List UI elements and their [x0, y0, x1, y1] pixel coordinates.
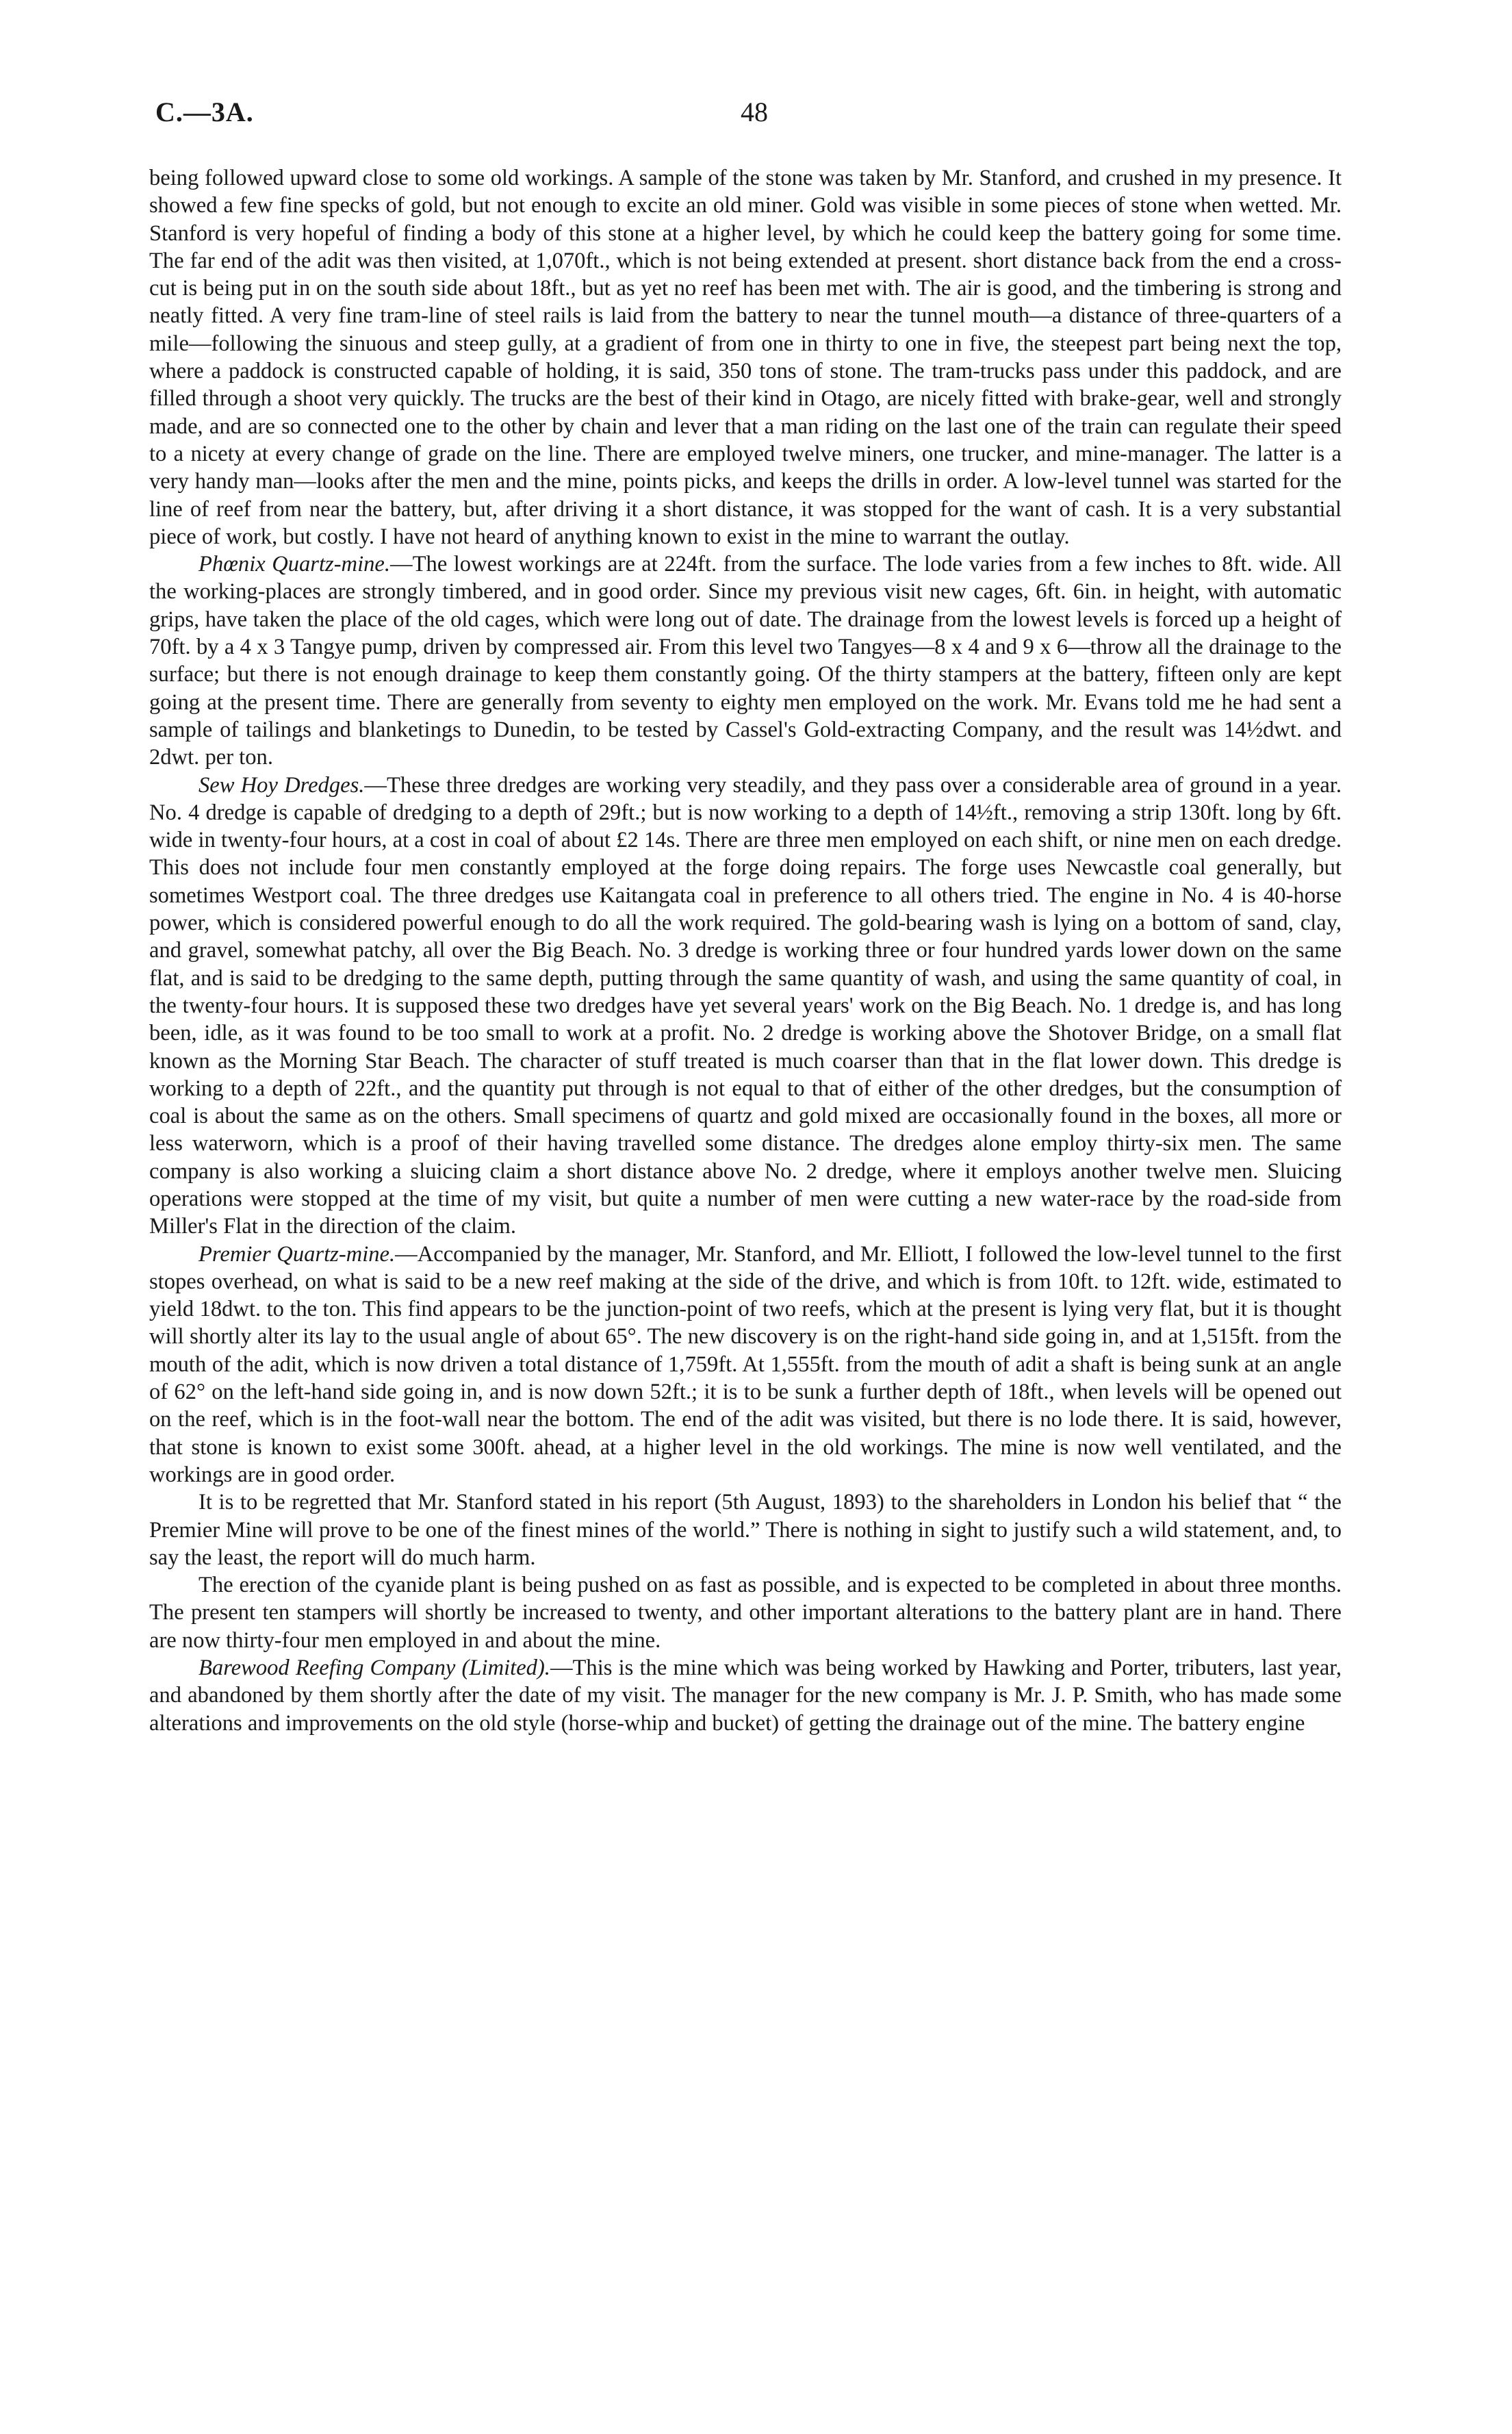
paragraph-text: being followed upward close to some old workings. A sample of the stone was taken by Mr. Stanford, and crushed in my presence. It showed a few fine specks of gold, but not enough to excite an old miner. Gold was visible in some pieces of stone when wetted. Mr. Stanford is very hopeful of finding a body of this stone at a higher level, by which he could keep the battery going for some time. The far end of the adit was then visited, at 1,070ft., which is not being extended at present. short distance back from the end a cross-cut is being put in on the south side about 18ft., but as yet no reef has been met with. The air is good, and the timbering is strong and neatly fitted. A very fine tram-line of steel rails is laid from the battery to near the tunnel mouth—a distance of three-quarters of a mile—following the sinuous and steep gully, at a gradient of from one in thirty to one in five, the steepest part being next the top, where a paddock is constructed capable of holding, it is said, 350 tons of stone. The tram-trucks pass under this paddock, and are filled through a shoot very quickly. The trucks are the best of their kind in Otago, are nicely fitted with brake-gear, well and strongly made, and are so connected one to the other by chain and lever that a man riding on the last one of the train can regulate their speed to a nicety at every change of grade on the line. There are employed twelve miners, one trucker, and mine-manager. The latter is a very handy man—looks after the men and the mine, points picks, and keeps the drills in order. A low-level tunnel was started for the line of reef from near the battery, but, after driving it a short distance, it was stopped for the want of cash. It is a very substantial piece of work, but costly. I have not heard of anything known to exist in the mine to warrant the outlay. — [149, 166, 1342, 549]
body-text — [149, 164, 1342, 1737]
paragraph-text: —These three dredges are working very steadily, and they pass over a considerable area of ground in a year. No. 4 dredge is capable of dredging to a depth of 29ft.; but is now working to a depth of 14½ft., removing a strip 130ft. long by 6ft. wide in twenty-four hours, at a cost in coal of about £2 14s. There are three men employed on each shift, or nine men on each dredge. This does not include four men constantly employed at the forge doing repairs. The forge uses Newcastle coal generally, but sometimes Westport coal. The three dredges use Kaitangata coal in preference to all others tried. The engine in No. 4 is 40-horse power, which is considered powerful enough to do all the work required. The gold-bearing wash is lying on a bottom of sand, clay, and gravel, somewhat patchy, all over the Big Beach. No. 3 dredge is working three or four hundred yards lower down on the same flat, and is said to be dredging to the same depth, putting through the same quantity of wash, and using the same quantity of coal, in the twenty-four hours. It is supposed these two dredges have yet several years' work on the Big Beach. No. 1 dredge is, and has long been, idle, as it was found to be too small to work at a profit. No. 2 dredge is working above the Shotover Bridge, on a small flat known as the Morning Star Beach. The character of stuff treated is much coarser than that in the flat lower down. This dredge is working to a depth of 22ft., and the quantity put through is not equal to that of either of the other dredges, but the consumption of coal is about the same as on the others. Small specimens of quartz and gold mixed are occasionally found in the boxes, all more or less waterworn, which is a proof of their having travelled some distance. The dredges alone employ thirty-six men. The same company is also working a sluicing claim a short distance above No. 2 dredge, where it employs another twelve men. Sluicing operations were stopped at the time of my visit, but quite a number of men were cutting a new water-race by the road-side from Miller's Flat in the direction of the claim. — [149, 772, 1342, 1239]
section-heading: Barewood Reefing Company (Limited). — [198, 1656, 550, 1681]
paragraph-continuation — [149, 164, 1342, 550]
page-number: 48 — [741, 97, 768, 127]
document-reference: C.—3A. — [155, 97, 254, 127]
paragraph-text: —Accompanied by the manager, Mr. Stanford, and Mr. Elliott, I followed the low-level tunnel to the first stopes overhead, on what is said to be a new reef making at the side of the drive, and which is from 10ft. to 12ft. wide, estimated to yield 18dwt. to the ton. This find appears to be the junction-point of two reefs, which at the present is lying very flat, but it is thought will shortly alter its lay to the usual angle of about 65°. The new discovery is on the right-hand side going in, and at 1,515ft. from the mouth of the adit, which is now driven a total distance of 1,759ft. At 1,555ft. from the mouth of adit a shaft is being sunk at an angle of 62° on the left-hand side going in, and is now down 52ft.; it is to be sunk a further depth of 18ft., when levels will be opened out on the reef, which is in the foot-wall near the bottom. The end of the adit was visited, but there is no lode there. It is said, however, that stone is known to exist some 300ft. ahead, at a higher level in the old workings. The mine is now well ventilated, and the workings are in good order. — [149, 1241, 1342, 1487]
section-heading: Premier Quartz-mine. — [198, 1241, 396, 1267]
paragraph-text: —This is the mine which was being worked by Hawking and Porter, tributers, last year, and abandoned by them shortly after the date of my visit. The manager for the new company is Mr. J. P. Smith, who has made some alterations and improvements on the old style (horse-whip and bucket) of getting the drainage out of the mine. The battery engine — [149, 1656, 1342, 1736]
page-header — [155, 96, 1340, 137]
paragraph-text: It is to be regretted that Mr. Stanford stated in his report (5th August, 1893) to the shareholders in London his belief that “ the Premier Mine will prove to be one of the finest mines of the world.” There is nothing in sight to justify such a wild statement, and, to say the least, the report will do much harm. — [149, 1490, 1342, 1570]
paragraph-premier-report — [149, 1488, 1342, 1571]
paragraph-premier-quartz-mine — [149, 1241, 1342, 1489]
paragraph-text: The erection of the cyanide plant is being pushed on as fast as possible, and is expected to be completed in about three months. The present ten stampers will shortly be increased to twenty, and other important alterations to the battery plant are in hand. There are now thirty-four men employed in and about the mine. — [149, 1573, 1342, 1653]
paragraph-sew-hoy-dredges — [149, 772, 1342, 1241]
paragraph-text: —The lowest workings are at 224ft. from the surface. The lode varies from a few inches to 8ft. wide. All the working-places are strongly timbered, and in good order. Since my previous visit new cages, 6ft. 6in. in height, with automatic grips, have taken the place of the old cages, which were long out of date. The drainage from the lowest levels is forced up a height of 70ft. by a 4 x 3 Tangye pump, driven by compressed air. From this level two Tangyes—8 x 4 and 9 x 6—throw all the drainage to the surface; but there is not enough drainage to keep them constantly going. Of the thirty stampers at the battery, fifteen only are kept going at the present time. There are generally from seventy to eighty men employed on the work. Mr. Evans told me he had sent a sample of tailings and blanketings to Dunedin, to be tested by Cassel's Gold-extracting Company, and the result was 14½dwt. and 2dwt. per ton. — [149, 552, 1342, 770]
paragraph-phoenix-quartz-mine — [149, 550, 1342, 771]
section-heading: Phœnix Quartz-mine. — [198, 552, 391, 577]
paragraph-barewood-reefing — [149, 1654, 1342, 1737]
paragraph-cyanide-plant — [149, 1571, 1342, 1654]
section-heading: Sew Hoy Dredges. — [198, 772, 365, 798]
